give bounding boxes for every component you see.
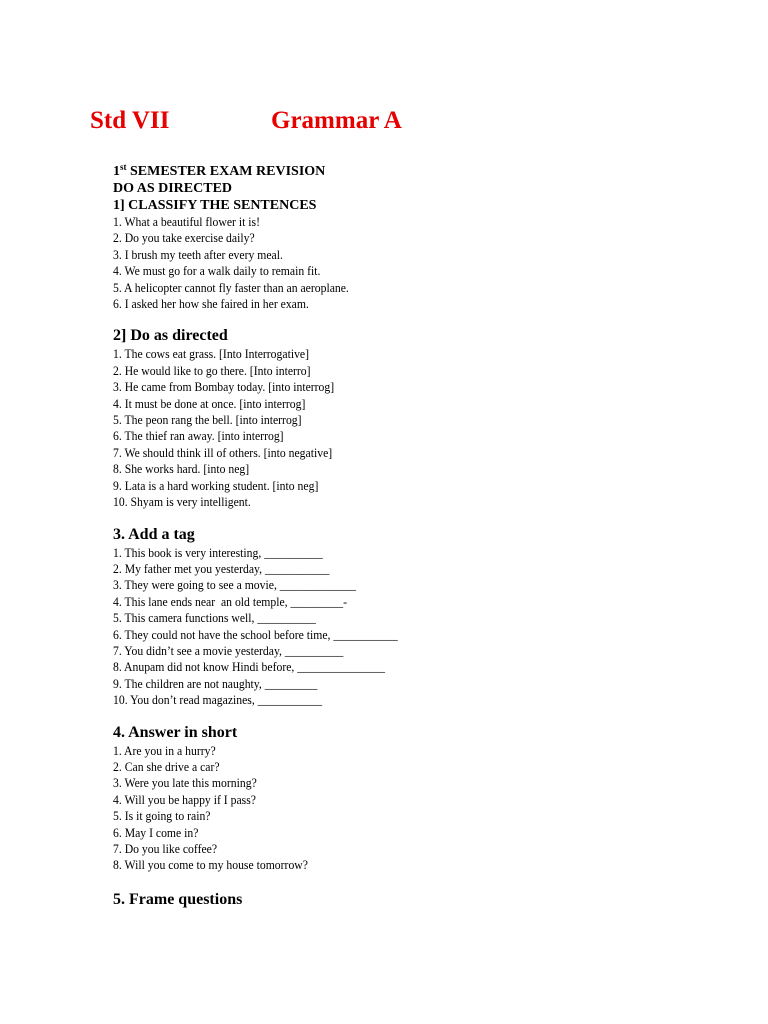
list-item: 5. Is it going to rain? xyxy=(113,808,211,824)
semester-text: SEMESTER EXAM REVISION xyxy=(126,164,326,179)
list-item: 6. May I come in? xyxy=(113,824,199,840)
list-item: 7. We should think ill of others. [into negative] xyxy=(113,444,333,460)
list-item: 5. The peon rang the bell. [into interrog] xyxy=(113,412,302,428)
list-item: 1. Are you in a hurry? xyxy=(113,742,216,758)
classify-list xyxy=(113,214,713,312)
list-item: 3. He came from Bombay today. [into interrog] xyxy=(113,379,335,395)
list-item: 1. The cows eat grass. [Into Interrogative] xyxy=(113,346,310,362)
section-heading-add-a-tag: 3. Add a tag xyxy=(113,525,195,543)
answer-in-short-list xyxy=(113,743,713,874)
directive-heading: DO AS DIRECTED xyxy=(113,181,233,196)
list-item: 1. What a beautiful flower it is! xyxy=(113,214,260,229)
list-item: 4. Will you be happy if I pass? xyxy=(113,791,256,807)
list-item: 9. The children are not naughty, _________ xyxy=(113,675,318,691)
list-item: 3. I brush my teeth after every meal. xyxy=(113,246,283,262)
list-item: 4. This lane ends near an old temple, _________- xyxy=(113,593,348,609)
list-item: 10. You don’t read magazines, ___________ xyxy=(113,692,323,708)
list-item: 9. Lata is a hard working student. [into neg] xyxy=(113,477,319,493)
list-item: 3. Were you late this morning? xyxy=(113,775,257,791)
subject-title: Grammar A xyxy=(271,107,402,134)
list-item: 2. Can she drive a car? xyxy=(113,758,220,774)
list-item: 4. We must go for a walk daily to remain fit. xyxy=(113,263,321,279)
list-item: 4. It must be done at once. [into interrog] xyxy=(113,395,306,411)
list-item: 8. She works hard. [into neg] xyxy=(113,461,250,477)
list-item: 2. My father met you yesterday, ___________ xyxy=(113,560,330,576)
list-item: 8. Will you come to my house tomorrow? xyxy=(113,857,308,873)
semester-number: 1 xyxy=(113,164,120,179)
list-item: 6. The thief ran away. [into interrog] xyxy=(113,428,284,444)
list-item: 6. I asked her how she faired in her exam. xyxy=(113,296,309,312)
list-item: 5. A helicopter cannot fly faster than an aeroplane. xyxy=(113,279,349,295)
do-as-directed-list xyxy=(113,346,713,510)
list-item: 2. He would like to go there. [Into interro] xyxy=(113,362,311,378)
list-item: 7. You didn’t see a movie yesterday, __________ xyxy=(113,642,344,658)
list-item: 6. They could not have the school before time, ___________ xyxy=(113,626,398,642)
list-item: 2. Do you take exercise daily? xyxy=(113,230,255,246)
classify-heading: 1] CLASSIFY THE SENTENCES xyxy=(113,198,317,213)
list-item: 3. They were going to see a movie, _____________ xyxy=(113,577,356,593)
worksheet-content xyxy=(113,163,713,910)
add-a-tag-list xyxy=(113,545,713,709)
std-title: Std VII xyxy=(90,107,170,134)
section-heading-do-as-directed: 2] Do as directed xyxy=(113,327,228,345)
section-heading-answer-in-short: 4. Answer in short xyxy=(113,723,238,741)
list-item: 5. This camera functions well, __________ xyxy=(113,610,316,626)
list-item: 7. Do you like coffee? xyxy=(113,841,218,856)
list-item: 1. This book is very interesting, __________ xyxy=(113,544,323,560)
semester-ordinal: st xyxy=(120,162,127,172)
list-item: 10. Shyam is very intelligent. xyxy=(113,494,251,510)
list-item: 8. Anupam did not know Hindi before, _______________ xyxy=(113,659,386,675)
section-heading-frame-questions: 5. Frame questions xyxy=(113,890,243,908)
semester-heading xyxy=(113,163,713,180)
